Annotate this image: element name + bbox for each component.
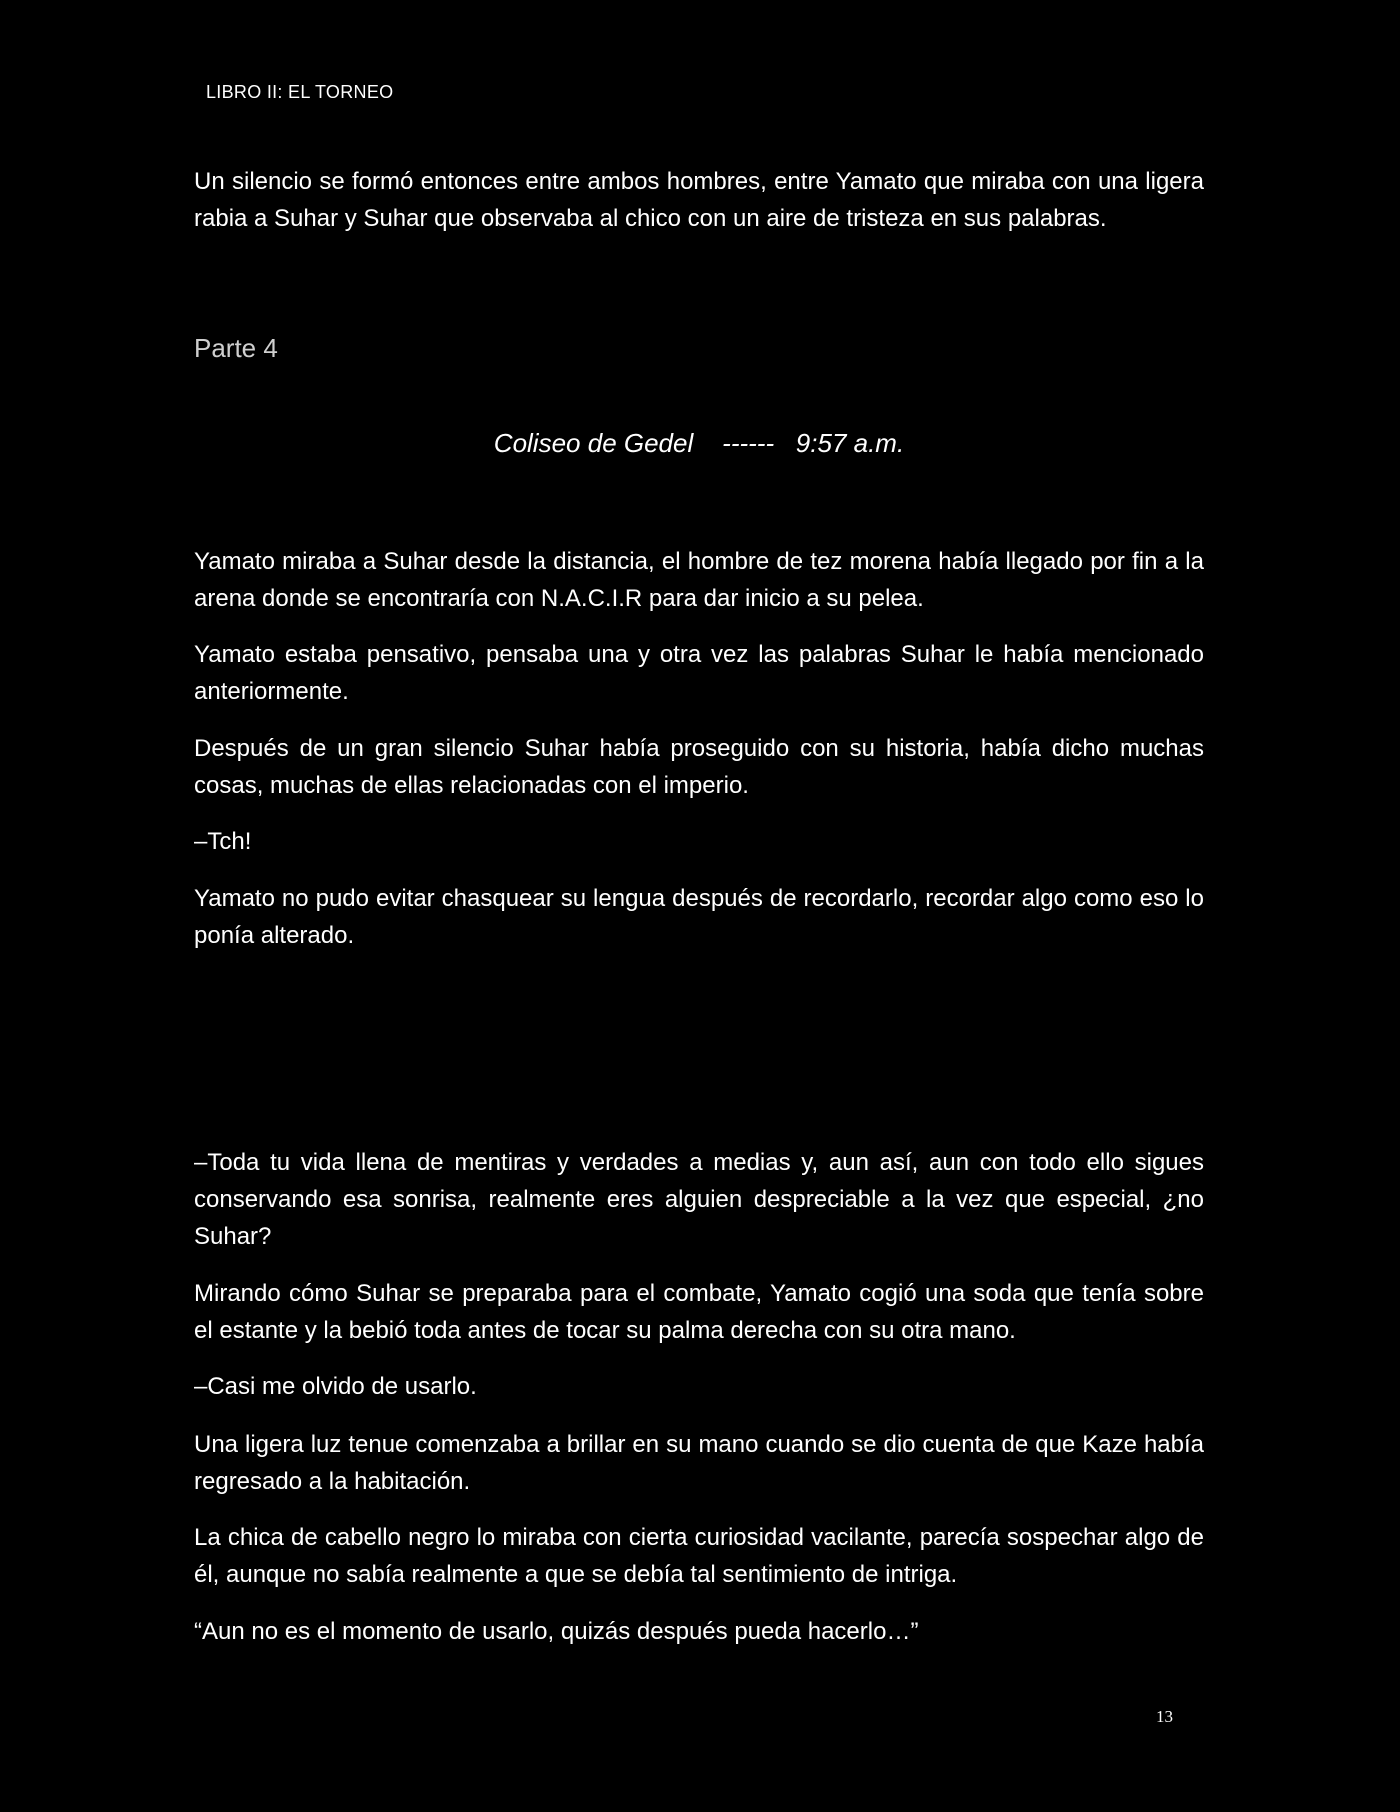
paragraph-7: –Toda tu vida llena de mentiras y verdades a medias y, aun así, aun con todo ello sigues conservando esa sonrisa, realmente eres alguien despreciable a la vez que especial, ¿no Suhar? [194,1149,1204,1250]
thought-line: “Aun no es el momento de usarlo, quizás después pueda hacerlo…” [194,1618,919,1645]
paragraph-6: Yamato no pudo evitar chasquear su lengua después de recordarlo, recordar algo como eso lo ponía alterado. [194,885,1204,949]
paragraph-4: Después de un gran silencio Suhar había proseguido con su historia, había dicho muchas cosas, muchas de ellas relacionadas con el imperio. [194,735,1204,799]
paragraph-11: La chica de cabello negro lo miraba con cierta curiosidad vacilante, parecía sospechar algo de él, aunque no sabía realmente a que se debía tal sentimiento de intriga. [194,1524,1204,1588]
scene-time: 9:57 a.m. [795,428,905,458]
scene-location: Coliseo de Gedel [493,428,694,458]
scene-separator: ------ [722,428,775,458]
part-heading: Parte 4 [194,333,278,363]
dialogue-tch: –Tch! [194,828,252,855]
page-number: 13 [1156,1707,1173,1726]
paragraph-1: Un silencio se formó entonces entre ambos hombres, entre Yamato que miraba con una ligera rabia a Suhar y Suhar que observaba al chico con un aire de tristeza en sus palabras. [194,168,1204,232]
paragraph-10: Una ligera luz tenue comenzaba a brillar en su mano cuando se dio cuenta de que Kaze había regresado a la habitación. [194,1431,1204,1495]
running-header: LIBRO II: EL TORNEO [206,82,394,102]
paragraph-3: Yamato estaba pensativo, pensaba una y otra vez las palabras Suhar le había mencionado anteriormente. [194,641,1204,705]
paragraph-2: Yamato miraba a Suhar desde la distancia, el hombre de tez morena había llegado por fin a la arena donde se encontraría con N.A.C.I.R para dar inicio a su pelea. [194,548,1204,612]
paragraph-8: Mirando cómo Suhar se preparaba para el combate, Yamato cogió una soda que tenía sobre el estante y la bebió toda antes de tocar su palma derecha con su otra mano. [194,1280,1204,1344]
scene-heading [194,428,1204,459]
dialogue-olvido: –Casi me olvido de usarlo. [194,1373,477,1400]
